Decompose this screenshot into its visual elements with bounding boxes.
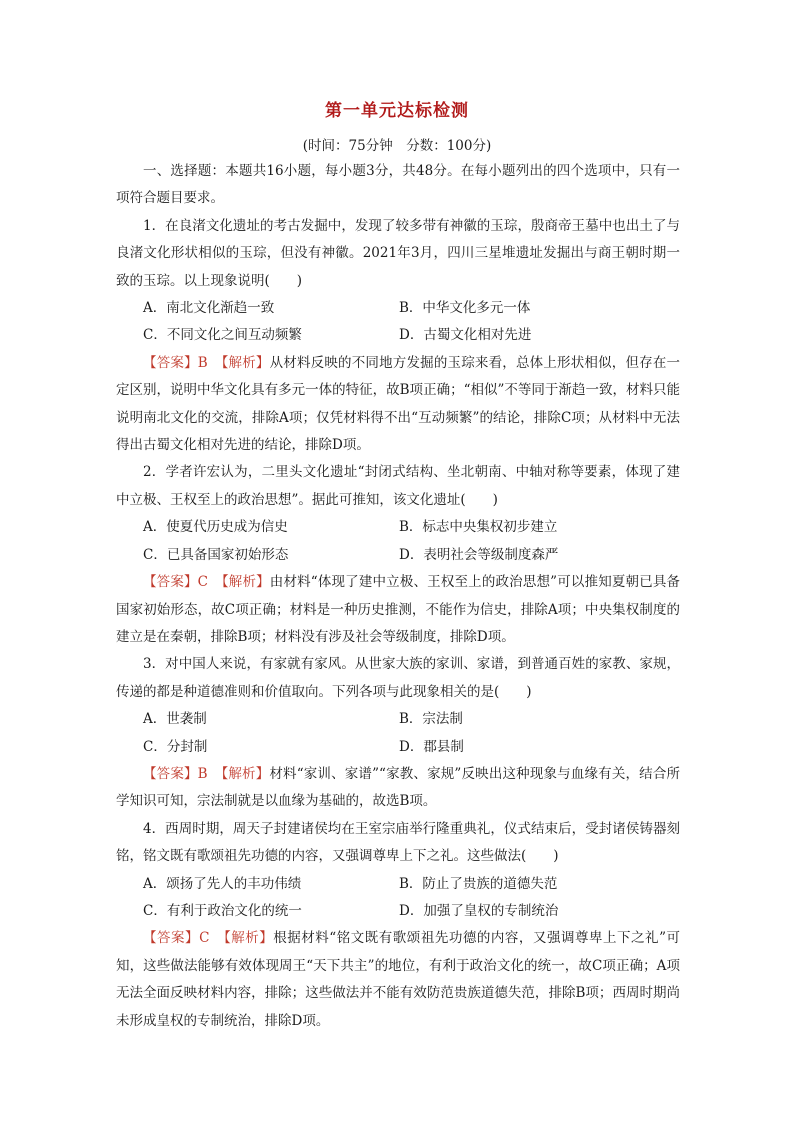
option-c: C．已具备国家初始形态 [143,546,289,563]
option-d: D．古蜀文化相对先进 [399,327,532,344]
analysis-tag: 【解析】 [223,930,274,947]
page-title: 第一单元达标检测 [325,101,469,121]
option-b: B．标志中央集权初步建立 [399,519,558,536]
question-stem: 4．西周时期，周天子封建诸侯均在王室宗庙举行隆重典礼，仪式结束后，受封诸侯铸器刻铭，铭文既有歌颂祖先功德的内容，又强调尊卑上下之礼。这些做法( ) [116,820,680,865]
option-d: D．表明社会等级制度森严 [399,546,559,563]
answer-analysis [116,761,680,816]
answer-analysis [116,569,680,651]
answer-tag: 【答案】 [143,765,198,782]
options-row [116,295,680,322]
answer-tag: 【答案】 [143,354,198,371]
options-row [116,871,680,898]
option-b: B．中华文化多元一体 [399,300,531,317]
section-intro: 一、选择题：本题共16小题，每小题3分，共48分。在每小题列出的四个选项中，只有一项符合题目要求。 [116,163,680,207]
analysis-text: 由材料“体现了建中立极、王权至上的政治思想”可以推知夏朝已具备国家初始形态，故C项正确；材料是一种历史推测，不能作为信史，排除A项；中央集权制度的建立是在秦朝，排除B项；材料没有涉及社会等级制度，排除D项。 [116,574,681,645]
question-3 [116,651,680,815]
analysis-tag: 【解析】 [221,765,270,782]
option-b: B．防止了贵族的道德失范 [399,875,558,892]
question-stem: 3．对中国人来说，有家就有家风。从世家大族的家训、家谱，到普通百姓的家教、家规，传递的都是种道德准则和价值取向。下列各项与此现象相关的是( ) [116,656,680,700]
analysis-text: 材料“家训、家谱”“家教、家规”反映出这种现象与血缘有关，结合所学知识可知，宗法制就是以血缘为基础的，故选B项。 [116,765,681,810]
question-1 [116,213,680,460]
option-a: A．使夏代历史成为信史 [143,519,288,536]
question-stem: 2．学者许宏认为，二里头文化遗址“封闭式结构、坐北朝南、中轴对称等要素，体现了建中立极、王权至上的政治思想”。据此可推知，该文化遗址( ) [116,464,680,508]
question-2 [116,459,680,651]
option-a: A．南北文化渐趋一致 [143,300,275,317]
option-c: C．有利于政治文化的统一 [143,902,302,919]
exam-time-score: (时间：75分钟 分数：100分) [302,138,492,154]
question-4 [116,816,680,1035]
answer-value: B [197,354,208,371]
analysis-text: 从材料反映的不同地方发掘的玉琮来看，总体上形状相似，但存在一定区别，说明中华文化具有多元一体的特征，故B项正确；“相似”不等同于渐趋一致，材料只能说明南北文化的交流，排除A项；仅凭材料得不出“互动频繁”的结论，排除C项；从材料中无法得出古蜀文化相对先进的结论，排除D项。 [116,354,681,454]
options-row [116,514,680,541]
question-stem: 1．在良渚文化遗址的考古发掘中，发现了较多带有神徽的玉琮，殷商帝王墓中也出土了与良渚文化形状相似的玉琮，但没有神徽。2021年3月，四川三星堆遗址发掘出与商王朝时期一致的玉琮。以上现象说明( ) [116,217,680,289]
answer-analysis [116,350,680,460]
options-row [116,898,680,925]
options-row [116,322,680,349]
options-row [116,734,680,761]
analysis-tag: 【解析】 [221,574,270,591]
option-d: D．郡县制 [399,738,464,755]
options-row [116,706,680,733]
option-b: B．宗法制 [399,711,463,728]
answer-value: C [197,574,209,591]
option-c: C．分封制 [143,738,208,755]
option-c: C．不同文化之间互动频繁 [143,327,302,344]
exam-content [116,158,680,1035]
options-row [116,542,680,569]
answer-tag: 【答案】 [143,930,200,947]
answer-analysis [116,925,680,1035]
analysis-text: 根据材料“铭文既有歌颂祖先功德的内容，又强调尊卑上下之礼”可知，这些做法能够有效体现周王“天下共主”的地位，有利于政治文化的统一，故C项正确；A项无法全面反映材料内容，排除；这些做法并不能有效防范贵族道德失范，排除B项；西周时期尚未形成皇权的专制统治，排除D项。 [116,930,680,1029]
answer-value: B [197,765,208,782]
answer-value: C [199,930,210,947]
analysis-tag: 【解析】 [221,354,270,371]
answer-tag: 【答案】 [143,574,198,591]
option-d: D．加强了皇权的专制统治 [399,902,559,919]
option-a: A．世袭制 [143,711,207,728]
option-a: A．颂扬了先人的丰功伟绩 [143,875,302,892]
